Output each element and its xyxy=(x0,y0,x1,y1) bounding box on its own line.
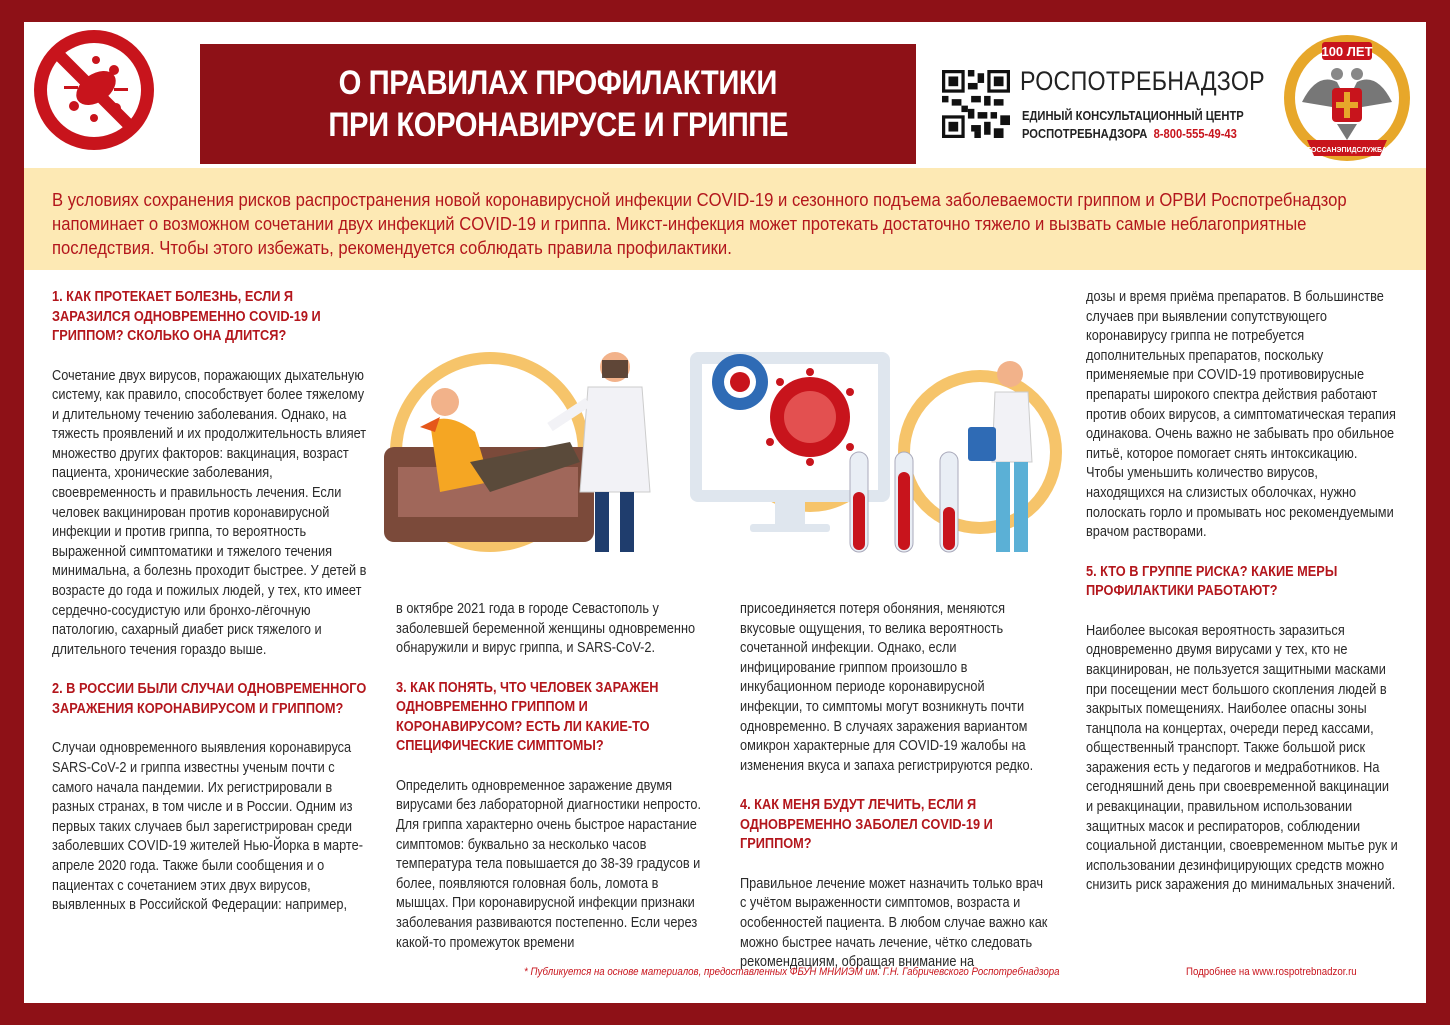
column-1 xyxy=(52,288,412,916)
medical-illustration xyxy=(380,322,1070,572)
section-2-continued-text: в октябре 2021 года в городе Севастополь у заболевшей беременной женщины одновременно обнаружили и вирус гриппа, и SARS-CoV-2. xyxy=(396,601,696,657)
section-3-continued-text: присоединяется потеря обоняния, меняются вкусовые ощущения, то велика вероятность сочетанной инфекции. Однако, если инфицирование гриппом произошло в инкубационном периоде коронавирусной инфекции, то симптомы могут возникнуть почти одновременно. В случаях заражения вариантом омикрон характерные для COVID-19 жалобы на изменения вкуса и запаха регистрируются редко. xyxy=(740,601,1034,774)
section-1-text: Сочетание двух вирусов, поражающих дыхательную систему, как правило, способствует более тяжелому и длительному течению заболевания. Однако, на тяжесть проявлений и их продолжительность влияет множество других факторов: вакцинация, возраст пациента, хронические заболевания, своевременность и правильность лечения. Если человек вакцинирован против коронавирусной инфекции и против гриппа, то вероятность выраженной симптоматики и тяжелого течения минимальна, а болезнь проходит быстрее. У детей в возрасте до года и пожилых людей, у тех, кто имеет сердечно-сосудистую или бронхо-лёгочную патологию, сахарный диабет риск тяжелого и длительного течения гораздо выше. xyxy=(52,367,367,658)
section-5-text: Наиболее высокая вероятность заразиться одновременно двумя вирусами у тех, кто не вакцинирован, не пользуется защитными масками при посещении мест большого скопления людей в закрытых помещениях. Наиболее опасны зоны танцпола на концертах, очереди перед кассами, общественный транспорт. Также большой риск заражения есть у педагогов и медработников. На сегодняшний день при своевременной вакцинации и ревакцинации, правильном использовании защитных масок и респираторов, соблюдении социальной дистанции, своевременном мытье рук и использовании дезинфицирующих средств можно снизить риск заражения до минимальных значений. xyxy=(1086,622,1398,894)
no-virus-icon xyxy=(24,22,170,168)
section-3-text: Определить одновременное заражение двумя вирусами без лабораторной диагностики непросто. Для гриппа характерно очень быстрое нарастание симптомов: буквально за несколько часов температура тела повышается до 38-39 градусов и более, появляются головная боль, ломота в мышцах. При коронавирусной инфекции признаки заболевания развиваются постепенно. Если через какой-то промежуток времени xyxy=(396,777,702,951)
emblem-text-top: 100 ЛЕТ xyxy=(1321,44,1373,59)
column-3 xyxy=(740,600,1090,973)
hotline-phone[interactable]: 8-800-555-49-43 xyxy=(1153,126,1237,141)
section-2-text: Случаи одновременного выявления коронавируса SARS-CoV-2 и гриппа известны ученым почти с самого начала пандемии. Их регистрировали в разных странах, в том числе и в России. Одним из первых таких случаев был зарегистрирован среди заболевших COVID-19 жителей Нью-Йорка в марте-апреле 2020 года. Также были сообщения и о пациентах с сочетанием этих двух вирусов, выявленных в Российской Федерации: например, xyxy=(52,740,363,914)
title-line-1: О ПРАВИЛАХ ПРОФИЛАКТИКИ xyxy=(338,64,778,102)
org-line-2 xyxy=(1022,126,1237,141)
section-3-heading: 3. КАК ПОНЯТЬ, ЧТО ЧЕЛОВЕК ЗАРАЖЕН ОДНОВРЕМЕННО ГРИППОМ И КОРОНАВИРУСОМ? ЕСТЬ ЛИ КАКИЕ-ТО СПЕЦИФИЧЕСКИЕ СИМПТОМЫ? xyxy=(396,679,659,755)
org-line-1: ЕДИНЫЙ КОНСУЛЬТАЦИОННЫЙ ЦЕНТР xyxy=(1022,108,1244,123)
column-2 xyxy=(396,600,746,953)
section-4-text: Правильное лечение может назначить только врач с учётом выраженности симптомов, возраста и особенностей пациента. В любом случае важно как можно быстрее начать лечение, чётко следовать рекомендациям, обращая внимание на xyxy=(740,875,1048,971)
column-4 xyxy=(1086,288,1426,896)
intro-band xyxy=(24,168,1426,270)
more-info-link[interactable]: Подробнее на www.rospotrebnadzor.ru xyxy=(1186,966,1357,978)
intro-text: В условиях сохранения рисков распространения новой коронавирусной инфекции COVID-19 и сезонного подъема заболеваемости гриппом и ОРВИ Роспотребнадзор напоминает о возможном сочетании двух инфекций COVID-19 и гриппа. Микст-инфекция может протекать достаточно тяжело и вызвать самые неблагоприятные последствия. Чтобы этого избежать, рекомендуется соблюдать правила профилактики. xyxy=(52,189,1347,258)
qr-code-icon[interactable] xyxy=(942,70,1010,138)
anniversary-emblem-icon xyxy=(1282,32,1412,167)
section-1-heading: 1. КАК ПРОТЕКАЕТ БОЛЕЗНЬ, ЕСЛИ Я ЗАРАЗИЛСЯ ОДНОВРЕМЕННО COVID-19 И ГРИППОМ? СКОЛЬКО ОНА ДЛИТСЯ? xyxy=(52,289,321,344)
emblem-text-bottom: ГОССАНЭПИДСЛУЖБА xyxy=(1307,147,1387,154)
section-4-heading: 4. КАК МЕНЯ БУДУТ ЛЕЧИТЬ, ЕСЛИ Я ОДНОВРЕМЕННО ЗАБОЛЕЛ COVID-19 И ГРИППОМ? xyxy=(740,797,993,853)
section-4-continued-text: дозы и время приёма препаратов. В большинстве случаев при выявлении сопутствующего коронавирусу гриппа не потребуется дополнительных препаратов, поскольку применяемые при COVID-19 противовирусные препараты широкого спектра действия работают против обоих вирусов, а симптоматическая терапия одинакова. Очень важно не забывать про обильное питьё, которое помогает снять интоксикацию. Чтобы уменьшить количество вирусов, находящихся на слизистых оболочках, нужно полоскать горло и промывать нос рекомендуемыми врачом растворами. xyxy=(1086,289,1396,541)
org-line-2-text: РОСПОТРЕБНАДЗОРА xyxy=(1022,126,1148,141)
section-5-heading: 5. КТО В ГРУППЕ РИСКА? КАКИЕ МЕРЫ ПРОФИЛАКТИКИ РАБОТАЮТ? xyxy=(1086,563,1338,600)
org-name: РОСПОТРЕБНАДЗОР xyxy=(1020,66,1265,96)
source-footnote: * Публикуется на основе материалов, предоставленных ФБУН МНИИЭМ им. Г.Н. Габричевского Роспотребнадзора xyxy=(524,966,1060,978)
section-2-heading: 2. В РОССИИ БЫЛИ СЛУЧАИ ОДНОВРЕМЕННОГО ЗАРАЖЕНИЯ КОРОНАВИРУСОМ И ГРИППОМ? xyxy=(52,681,367,717)
page-title xyxy=(200,44,916,164)
title-line-2: ПРИ КОРОНАВИРУСЕ И ГРИППЕ xyxy=(328,106,788,144)
poster xyxy=(24,22,1426,1003)
